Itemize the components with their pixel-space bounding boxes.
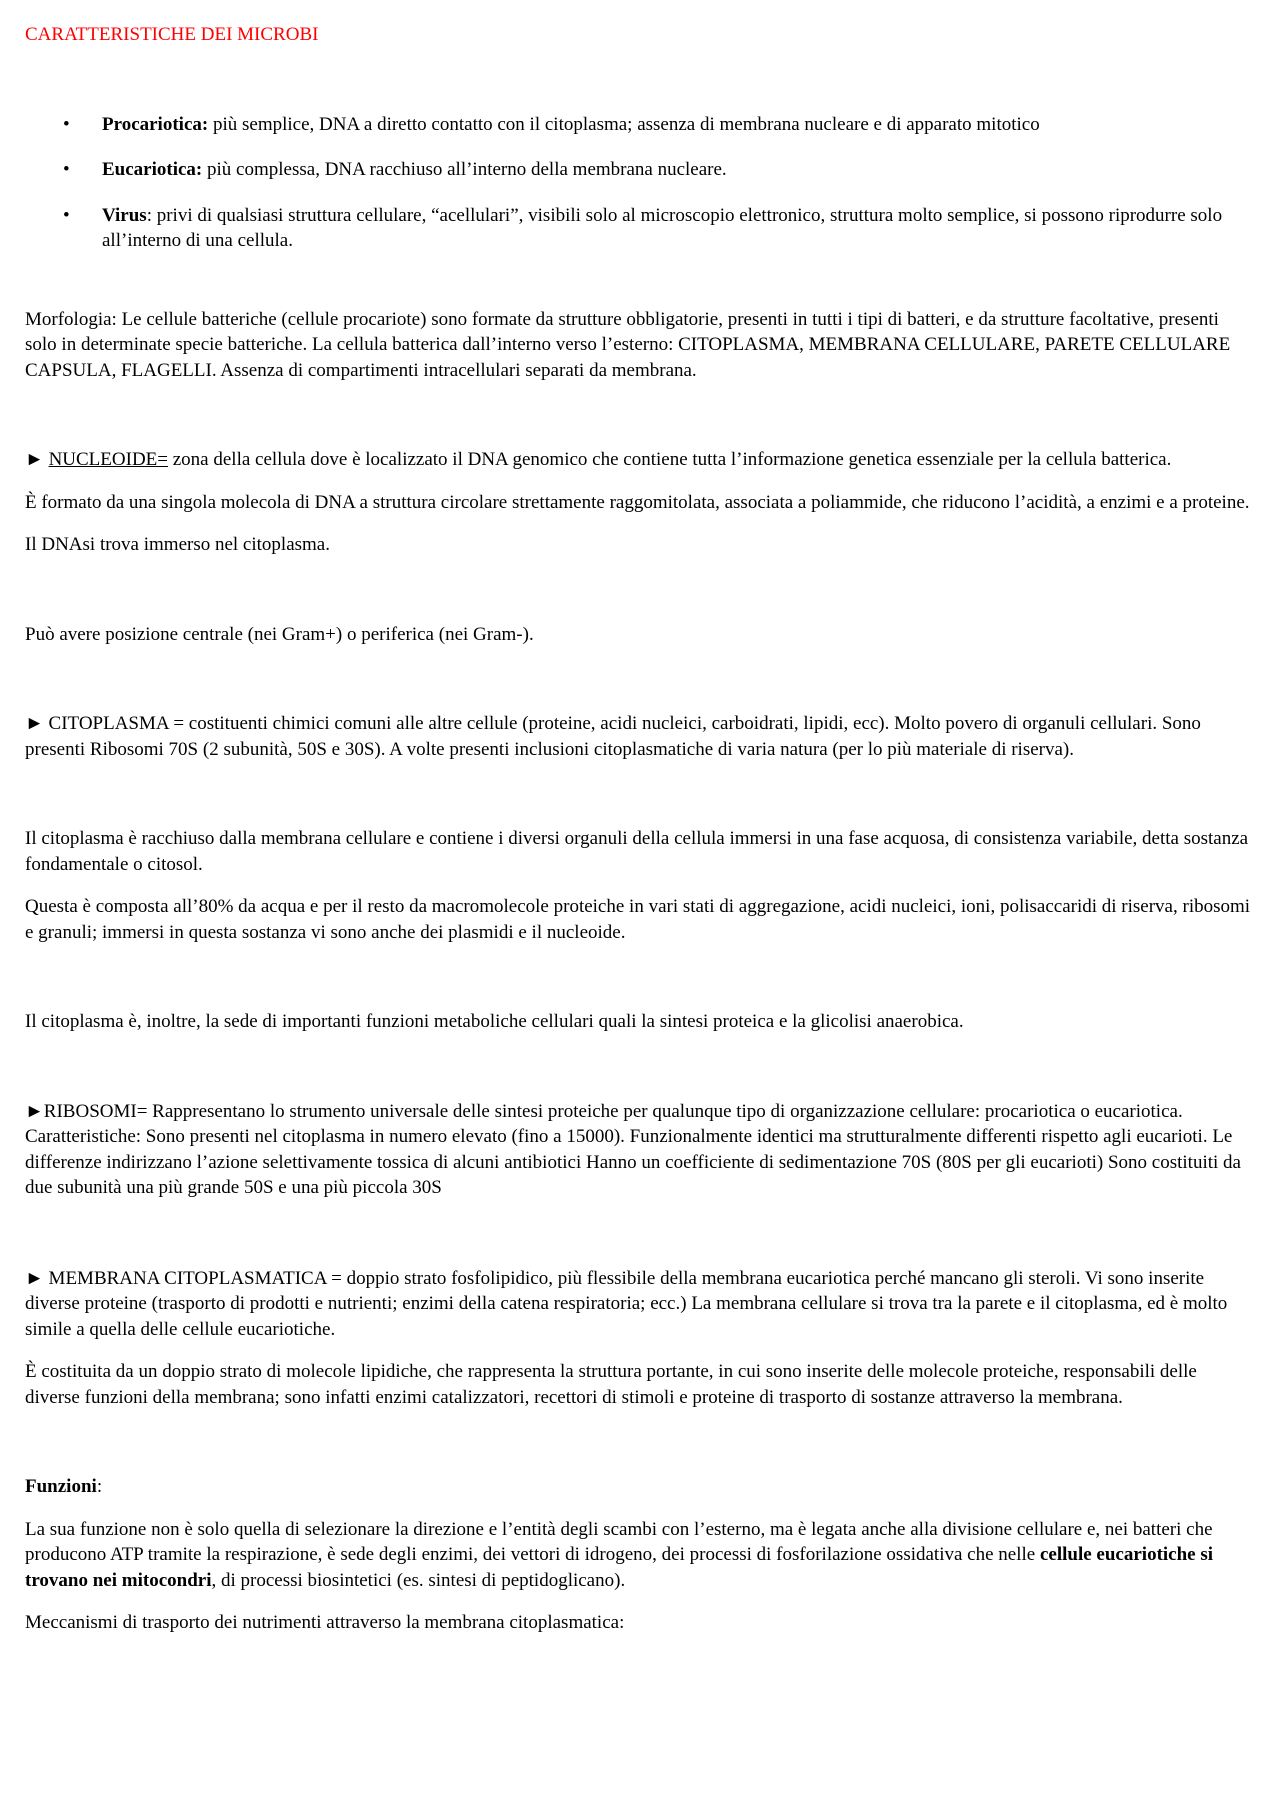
ribosomi-paragraph: ►RIBOSOMI= Rappresentano lo strumento universale delle sintesi proteiche per qualunque tipo di organizzazione cellulare: procariotica o eucariotica. Caratteristiche: Sono presenti nel citoplasma in numero elevato (fino a 15000). Funzionalmente identici ma strutturalmente differenti rispetto agli eucarioti. Le differenze indirizzano l’azione selettivamente tossica di alcuni antibiotici Hanno un coefficiente di sedimentazione 70S (80S per gli eucarioti) Sono costituiti da due subunità una più grande 50S e una più piccola 30S xyxy=(25,1100,1241,1198)
desc-procariotica: più semplice, DNA a diretto contatto con il citoplasma; assenza di membrana nucleare e di apparato mitotico xyxy=(208,113,1040,135)
funzioni-text-a: La sua funzione non è solo quella di selezionare la direzione e l’entità degli scambi con l’esterno, ma è legata anche alla divisione cellulare e, nei batteri che producono ATP tramite la respirazione, è sede degli enzimi, dei vettori di idrogeno, dei processi di fosforilazione ossidativa che nelle xyxy=(25,1518,1213,1565)
nucleoide-paragraph xyxy=(25,447,1255,473)
membrana-paragraph: ► MEMBRANA CITOPLASMATICA = doppio strato fosfolipidico, più flessibile della membrana eucariotica perché mancano gli steroli. Vi sono inserite diverse proteine (trasporto di prodotti e nutrienti; enzimi della catena respiratoria; ecc.) La membrana cellulare si trova tra la parete e il citoplasma, ed è molto simile a quella delle cellule eucariotiche. xyxy=(25,1267,1228,1340)
morfologia-paragraph: Morfologia: Le cellule batteriche (cellule procariote) sono formate da strutture obbligatorie, presenti in tutti i tipi di batteri, e da strutture facoltative, presenti solo in determinate specie batteriche. La cellula batterica dall’interno verso l’esterno: CITOPLASMA, MEMBRANA CELLULARE, PARETE CELLULARE CAPSULA, FLAGELLI. Assenza di compartimenti intracellulari separati da membrana. xyxy=(25,308,1231,381)
desc-virus: : privi di qualsiasi struttura cellulare, “acellulari”, visibili solo al microscopio elettronico, struttura molto semplice, si possono riprodurre solo all’interno di una cellula. xyxy=(102,204,1223,251)
citoplasma-citosol-paragraph: Il citoplasma è racchiuso dalla membrana cellulare e contiene i diversi organuli della cellula immersi in una fase acquosa, di consistenza variabile, detta sostanza fondamentale o citosol. xyxy=(25,828,1249,875)
membrana-structure-paragraph: È costituita da un doppio strato di molecole lipidiche, che rappresenta la struttura portante, in cui sono inserite delle molecole proteiche, responsabili delle diverse funzioni della membrana; sono infatti enzimi catalizzatori, recettori di stimoli e proteine di trasporto di sostanze attraverso la membrana. xyxy=(25,1361,1197,1408)
nucleoide-term: NUCLEOIDE= xyxy=(48,449,168,470)
cell-types-list xyxy=(25,112,1255,254)
citoplasma-paragraph: ► CITOPLASMA = costituenti chimici comuni alle altre cellule (proteine, acidi nucleici, carboidrati, lipidi, ecc). Molto povero di organuli cellulari. Sono presenti Ribosomi 70S (2 subunità, 50S e 30S). A volte presenti inclusioni citoplasmatiche di varia natura (per lo più materiale di riserva). xyxy=(25,713,1201,760)
nucleoide-text: zona della cellula dove è localizzato il DNA genomico che contiene tutta l’informazione genetica essenziale per la cellula batterica. xyxy=(167,449,1172,470)
term-procariotica: Procariotica: xyxy=(102,113,209,135)
citoplasma-composition-paragraph: Questa è composta all’80% da acqua e per il resto da macromolecole proteiche in vari stati di aggregazione, acidi nucleici, ioni, polisaccaridi di riserva, ribosomi e granuli; immersi in questa sostanza vi sono anche dei plasmidi e il nucleoide. xyxy=(25,896,1251,943)
page-title: CARATTERISTICHE DEI MICROBI xyxy=(25,24,319,45)
term-virus: Virus xyxy=(102,204,147,226)
list-item-eucariotica xyxy=(25,157,1255,183)
bullet-marker: • xyxy=(63,159,70,180)
list-item-virus xyxy=(25,203,1255,254)
citoplasma-functions-paragraph: Il citoplasma è, inoltre, la sede di importanti funzioni metaboliche cellulari quali la sintesi proteica e la glicolisi anaerobica. xyxy=(25,1011,964,1032)
funzioni-heading xyxy=(25,1474,1255,1500)
trasporto-paragraph: Meccanismi di trasporto dei nutrimenti attraverso la membrana citoplasmatica: xyxy=(25,1612,625,1633)
nucleoide-position-paragraph: Può avere posizione centrale (nei Gram+) o periferica (nei Gram-). xyxy=(25,623,534,645)
bullet-marker: • xyxy=(63,204,70,226)
desc-eucariotica: più complessa, DNA racchiuso all’interno della membrana nucleare. xyxy=(202,159,727,180)
bullet-marker: • xyxy=(63,113,70,135)
arrow-marker: ► xyxy=(25,449,49,470)
list-item-procariotica xyxy=(25,112,1255,138)
funzioni-text-bold: cellule eucariotiche si trovano nei mitocondri xyxy=(25,1544,1214,1591)
funzioni-text-c: , di processi biosintetici (es. sintesi di peptidoglicano). xyxy=(211,1569,626,1591)
term-eucariotica: Eucariotica: xyxy=(102,159,203,180)
funzioni-paragraph xyxy=(25,1517,1255,1594)
nucleoide-dna-paragraph: Il DNAsi trova immerso nel citoplasma. xyxy=(25,534,330,555)
funzioni-title: Funzioni xyxy=(25,1476,97,1497)
funzioni-colon: : xyxy=(96,1476,103,1497)
nucleoide-structure-paragraph: È formato da una singola molecola di DNA a struttura circolare strettamente raggomitolata, associata a poliammide, che riducono l’acidità, a enzimi e a proteine. xyxy=(25,491,1250,513)
